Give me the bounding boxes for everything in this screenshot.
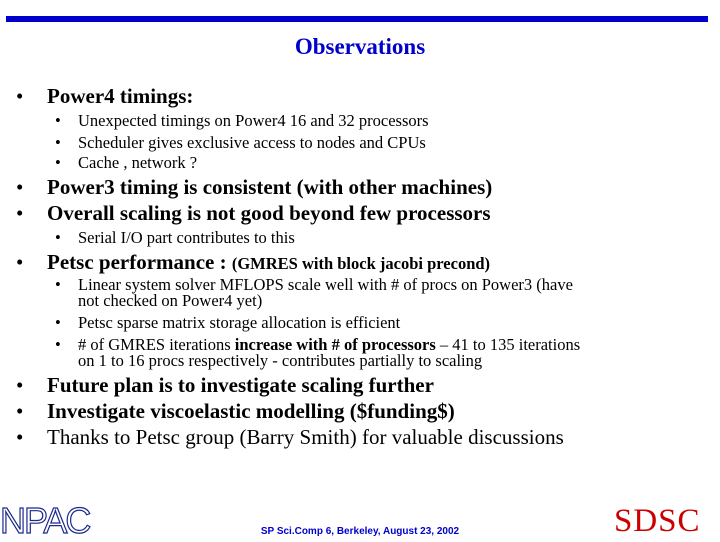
sdsc-logo: SDSC (614, 503, 701, 539)
bullet-dot-icon: • (55, 335, 61, 354)
bullet-dot-icon: • (55, 111, 61, 130)
npac-logo: NPAC (0, 500, 90, 541)
bullet-dot-icon: • (55, 133, 61, 152)
bullet-dot-icon: • (55, 275, 61, 294)
footer-text: SP Sci.Comp 6, Berkeley, August 23, 2002 (260, 526, 460, 537)
bullet-dot-icon: • (16, 373, 24, 397)
bullet-dot-icon: • (16, 201, 24, 225)
bullet-dot-icon: • (16, 250, 24, 274)
slide-title: Observations (294, 34, 426, 59)
bullet-dot-icon: • (55, 153, 61, 172)
bullet-dot-icon: • (16, 84, 24, 108)
bullet-dot-icon: • (16, 175, 24, 199)
bullet-dot-icon: • (55, 313, 61, 332)
title-rule (6, 16, 708, 22)
bullet-dot-icon: • (16, 399, 24, 423)
bullet-dot-icon: • (16, 425, 24, 449)
bullet-dot-icon: • (55, 228, 61, 247)
petsc-precond-note: (GMRES with block jacobi precond) (231, 254, 491, 273)
